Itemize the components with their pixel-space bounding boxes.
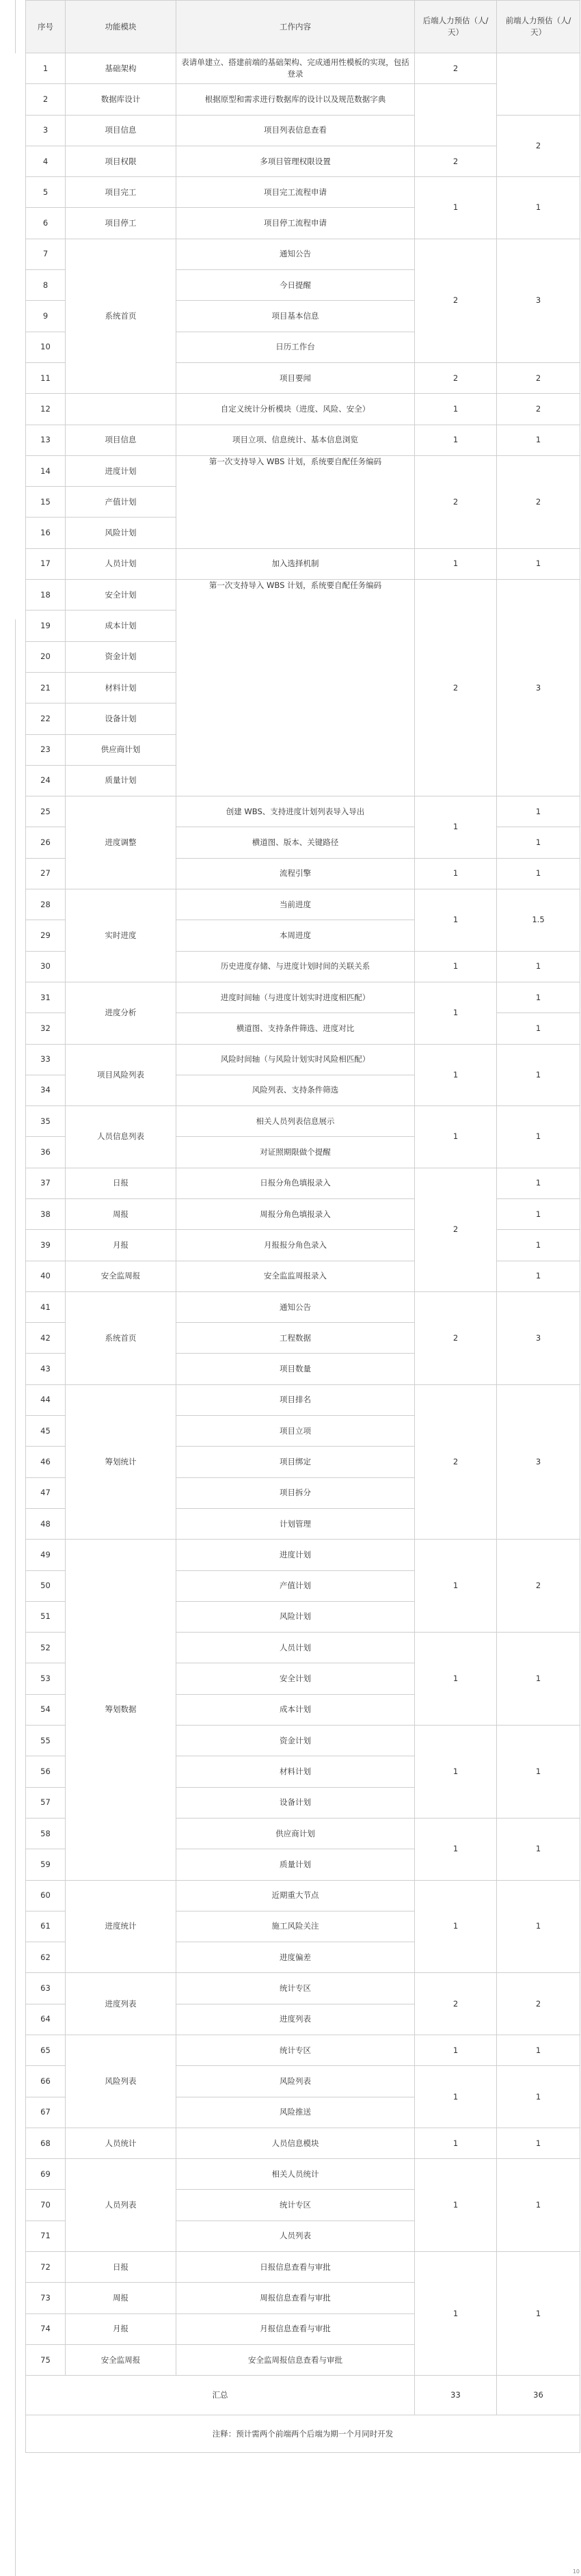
row-number: 28 [26,889,66,920]
row-number: 22 [26,703,66,734]
row-backend-estimate: 1 [415,1540,497,1633]
row-module: 进度调整 [66,796,176,889]
table-row [26,2159,580,2190]
row-backend-estimate: 2 [415,239,497,362]
row-module: 人员统计 [66,2128,176,2158]
row-number: 68 [26,2128,66,2158]
row-content: 相关人员列表信息展示 [176,1106,415,1137]
row-frontend-estimate: 2 [497,1540,580,1633]
table-row [26,1973,580,2004]
row-content: 进度偏差 [176,1942,415,1973]
row-content: 当前进度 [176,889,415,920]
row-content: 风险列表 [176,2066,415,2097]
row-backend-estimate: 2 [415,146,497,176]
row-module: 人员列表 [66,2159,176,2252]
row-frontend-estimate: 1 [497,1198,580,1229]
row-number: 72 [26,2252,66,2283]
row-backend-estimate: 2 [415,53,497,84]
table-row [26,580,580,611]
row-content: 项目停工流程申请 [176,208,415,239]
row-module: 设备计划 [66,703,176,734]
row-number: 42 [26,1323,66,1354]
row-backend-estimate: 1 [415,425,497,455]
row-number: 61 [26,1911,66,1942]
row-frontend-estimate: 1 [497,1633,580,1726]
row-backend-estimate: 1 [415,1726,497,1819]
row-content: 第一次支持导入 WBS 计划，系统要自配任务编码 [176,580,415,796]
row-content: 资金计划 [176,1726,415,1756]
row-number: 1 [26,53,66,84]
row-number: 8 [26,270,66,301]
row-content: 项目列表信息查看 [176,115,415,146]
header-no: 序号 [26,1,66,53]
row-backend-estimate: 1 [415,889,497,952]
row-number: 10 [26,332,66,362]
header-backend: 后端人力预估（人/天） [415,1,497,53]
corner-mark: 10 [572,2568,580,2575]
row-content: 第一次支持导入 WBS 计划，系统要自配任务编码 [176,455,415,548]
row-number: 19 [26,611,66,641]
table-row [26,455,580,486]
row-content: 供应商计划 [176,1818,415,1849]
row-number: 70 [26,2190,66,2221]
row-frontend-estimate: 1 [497,1261,580,1291]
row-module: 项目权限 [66,146,176,176]
row-content: 横道图、版本、关键路径 [176,827,415,858]
table-row [26,53,580,84]
row-module: 周报 [66,1198,176,1229]
row-backend-estimate [415,84,497,146]
row-number: 46 [26,1447,66,1477]
row-module: 材料计划 [66,672,176,703]
row-content: 计划管理 [176,1508,415,1539]
row-content: 流程引擎 [176,858,415,889]
row-module: 安全监周报 [66,1261,176,1291]
row-frontend-estimate: 2 [497,394,580,425]
header-content: 工作内容 [176,1,415,53]
row-number: 57 [26,1787,66,1818]
estimate-table [25,0,580,2453]
row-module: 项目停工 [66,208,176,239]
row-frontend-estimate: 1 [497,1044,580,1106]
row-frontend-estimate: 1 [497,1726,580,1819]
table-row [26,889,580,920]
row-number: 51 [26,1601,66,1632]
row-module: 实时进度 [66,889,176,982]
row-number: 63 [26,1973,66,2004]
row-content: 今日提醒 [176,270,415,301]
row-content: 月报信息查看与审批 [176,2313,415,2344]
row-number: 23 [26,734,66,765]
row-backend-estimate: 1 [415,2035,497,2066]
table-row [26,425,580,455]
header-row [26,1,580,53]
table-row [26,2035,580,2066]
row-module: 成本计划 [66,611,176,641]
row-content: 进度列表 [176,2004,415,2035]
row-content: 人员信息模块 [176,2128,415,2158]
row-module: 项目信息 [66,425,176,455]
row-content: 周报分角色填报录入 [176,1198,415,1229]
row-backend-estimate: 1 [415,1818,497,1880]
row-number: 7 [26,239,66,269]
row-frontend-estimate: 1 [497,177,580,239]
row-module: 质量计划 [66,765,176,796]
row-number: 4 [26,146,66,176]
row-content: 根据原型和需求进行数据库的设计以及规范数据字典 [176,84,415,115]
row-content: 多项目管理权限设置 [176,146,415,176]
row-backend-estimate: 1 [415,1044,497,1106]
table-row [26,1230,580,1261]
row-number: 27 [26,858,66,889]
row-backend-estimate: 2 [415,1384,497,1539]
row-content: 风险推送 [176,2097,415,2128]
estimate-document [25,0,580,2576]
row-module [66,394,176,425]
row-number: 71 [26,2221,66,2251]
row-module: 进度列表 [66,1973,176,2035]
row-frontend-estimate [497,53,580,116]
row-backend-estimate: 2 [415,1168,497,1291]
row-number: 38 [26,1198,66,1229]
table-row [26,1198,580,1229]
row-number: 21 [26,672,66,703]
row-backend-estimate: 1 [415,2066,497,2128]
row-content: 本周进度 [176,920,415,951]
row-content: 加入选择机制 [176,548,415,579]
row-number: 9 [26,301,66,332]
row-content: 质量计划 [176,1849,415,1880]
total-row [26,2376,580,2415]
row-frontend-estimate: 1 [497,951,580,982]
row-number: 62 [26,1942,66,1973]
row-module: 进度计划 [66,455,176,486]
row-content: 月报报分角色录入 [176,1230,415,1261]
row-backend-estimate: 2 [415,362,497,393]
row-content: 相关人员统计 [176,2159,415,2190]
row-module: 日报 [66,2252,176,2283]
row-backend-estimate: 1 [415,1633,497,1726]
row-frontend-estimate: 2 [497,115,580,177]
row-number: 55 [26,1726,66,1756]
row-module: 人员计划 [66,548,176,579]
row-number: 73 [26,2283,66,2313]
row-number: 34 [26,1075,66,1105]
row-frontend-estimate: 3 [497,239,580,362]
row-content: 设备计划 [176,1787,415,1818]
row-content: 周报信息查看与审批 [176,2283,415,2313]
row-content: 安全监周报信息查看与审批 [176,2344,415,2375]
row-content: 历史进度存储、与进度计划时间的关联关系 [176,951,415,982]
row-module: 系统首页 [66,1291,176,1384]
row-number: 60 [26,1880,66,1911]
row-backend-estimate: 2 [415,455,497,548]
row-content: 项目立项 [176,1416,415,1447]
row-number: 69 [26,2159,66,2190]
row-module: 日报 [66,1168,176,1198]
row-content: 项目基本信息 [176,301,415,332]
row-number: 2 [26,84,66,115]
row-module: 月报 [66,2313,176,2344]
row-content: 项目完工流程申请 [176,177,415,208]
table-row [26,548,580,579]
row-number: 40 [26,1261,66,1291]
row-number: 15 [26,487,66,518]
row-frontend-estimate: 1 [497,2252,580,2376]
row-content: 项目要闻 [176,362,415,393]
row-module: 项目信息 [66,115,176,146]
row-frontend-estimate: 1 [497,548,580,579]
row-number: 35 [26,1106,66,1137]
row-module: 资金计划 [66,641,176,672]
note-text: 注释：预计需两个前端两个后端为期一个月同时开发 [26,2415,580,2453]
row-number: 59 [26,1849,66,1880]
row-module: 筹划数据 [66,1540,176,1880]
row-number: 39 [26,1230,66,1261]
row-number: 25 [26,796,66,827]
row-content: 项目绑定 [176,1447,415,1477]
table-row [26,1384,580,1415]
row-backend-estimate: 2 [415,1291,497,1384]
row-content: 项目排名 [176,1384,415,1415]
left-rule-bottom [15,619,16,2576]
left-rule-top [15,0,16,53]
row-frontend-estimate: 2 [497,1973,580,2035]
row-number: 18 [26,580,66,611]
row-backend-estimate: 1 [415,1106,497,1168]
row-module: 数据库设计 [66,84,176,115]
row-content: 近期重大节点 [176,1880,415,1911]
row-number: 64 [26,2004,66,2035]
header-module: 功能模块 [66,1,176,53]
row-frontend-estimate: 3 [497,580,580,796]
row-number: 16 [26,518,66,548]
row-content: 创建 WBS、支持进度计划列表导入导出 [176,796,415,827]
row-content: 横道图、支持条件筛选、进度对比 [176,1013,415,1044]
row-number: 24 [26,765,66,796]
row-number: 14 [26,455,66,486]
row-number: 41 [26,1291,66,1322]
row-number: 49 [26,1540,66,1570]
row-number: 20 [26,641,66,672]
row-module: 月报 [66,1230,176,1261]
row-number: 5 [26,177,66,208]
row-frontend-estimate: 1 [497,1880,580,1973]
row-frontend-estimate: 1 [497,1818,580,1880]
row-module: 系统首页 [66,239,176,393]
row-backend-estimate: 1 [415,2252,497,2376]
row-module: 供应商计划 [66,734,176,765]
row-number: 44 [26,1384,66,1415]
header-frontend: 前端人力预估（人/天） [497,1,580,53]
row-module: 项目完工 [66,177,176,208]
row-number: 67 [26,2097,66,2128]
row-frontend-estimate: 1 [497,2128,580,2158]
row-module: 安全监周报 [66,2344,176,2375]
row-content: 日历工作台 [176,332,415,362]
row-number: 31 [26,982,66,1012]
row-frontend-estimate: 1 [497,2066,580,2128]
row-number: 3 [26,115,66,146]
row-number: 50 [26,1570,66,1601]
row-number: 12 [26,394,66,425]
row-frontend-estimate: 1 [497,858,580,889]
row-backend-estimate: 1 [415,548,497,579]
row-backend-estimate: 1 [415,951,497,982]
total-frontend: 36 [497,2376,580,2415]
table-row [26,394,580,425]
row-content: 统计专区 [176,2190,415,2221]
row-content: 风险计划 [176,1601,415,1632]
row-module: 进度分析 [66,982,176,1044]
row-number: 58 [26,1818,66,1849]
row-module: 项目风险列表 [66,1044,176,1106]
row-content: 施工风险关注 [176,1911,415,1942]
table-row [26,1261,580,1291]
row-backend-estimate: 2 [415,580,497,796]
row-number: 26 [26,827,66,858]
table-row [26,1106,580,1137]
total-backend: 33 [415,2376,497,2415]
row-frontend-estimate: 1 [497,796,580,827]
table-row [26,1540,580,1570]
row-number: 17 [26,548,66,579]
row-content: 日报信息查看与审批 [176,2252,415,2283]
row-number: 32 [26,1013,66,1044]
table-row [26,1880,580,1911]
row-number: 47 [26,1477,66,1508]
row-content: 安全监监周报录入 [176,1261,415,1291]
row-content: 统计专区 [176,1973,415,2004]
row-backend-estimate: 1 [415,982,497,1044]
table-row [26,1044,580,1075]
row-backend-estimate: 1 [415,177,497,239]
table-row [26,982,580,1012]
row-module: 安全计划 [66,580,176,611]
row-frontend-estimate: 1.5 [497,889,580,952]
row-number: 52 [26,1633,66,1663]
row-number: 74 [26,2313,66,2344]
row-frontend-estimate: 1 [497,1013,580,1044]
row-frontend-estimate: 1 [497,2159,580,2252]
row-number: 33 [26,1044,66,1075]
row-number: 6 [26,208,66,239]
row-content: 自定义统计分析模块（进度、风险、安全） [176,394,415,425]
table-body [26,53,580,2376]
note-row [26,2415,580,2453]
row-number: 29 [26,920,66,951]
row-frontend-estimate: 1 [497,1230,580,1261]
table-row [26,2252,580,2283]
row-backend-estimate: 1 [415,2159,497,2252]
row-content: 材料计划 [176,1756,415,1787]
row-backend-estimate: 1 [415,796,497,859]
row-content: 风险时间轴（与风险计划实时风险相匹配） [176,1044,415,1075]
row-number: 36 [26,1137,66,1168]
row-number: 45 [26,1416,66,1447]
row-backend-estimate: 1 [415,858,497,889]
row-number: 53 [26,1663,66,1694]
row-content: 通知公告 [176,1291,415,1322]
row-number: 30 [26,951,66,982]
row-number: 56 [26,1756,66,1787]
row-frontend-estimate: 2 [497,455,580,548]
row-backend-estimate: 2 [415,1973,497,2035]
row-content: 进度时间轴（与进度计划实时进度相匹配） [176,982,415,1012]
row-number: 54 [26,1694,66,1725]
table-row [26,796,580,827]
row-content: 进度计划 [176,1540,415,1570]
row-content: 项目数量 [176,1354,415,1384]
row-module: 周报 [66,2283,176,2313]
row-frontend-estimate: 1 [497,2035,580,2066]
row-module: 进度统计 [66,1880,176,1973]
row-content: 成本计划 [176,1694,415,1725]
row-number: 48 [26,1508,66,1539]
row-content: 工程数据 [176,1323,415,1354]
row-content: 表请单建立、搭建前端的基础架构、完成通用性模板的实现，包括登录 [176,53,415,84]
row-number: 13 [26,425,66,455]
row-number: 65 [26,2035,66,2066]
row-number: 43 [26,1354,66,1384]
row-backend-estimate: 1 [415,394,497,425]
row-content: 项目立项、信息统计、基本信息浏览 [176,425,415,455]
row-backend-estimate: 1 [415,1880,497,1973]
row-module: 基础架构 [66,53,176,84]
row-frontend-estimate: 3 [497,1291,580,1384]
row-frontend-estimate: 3 [497,1384,580,1539]
row-content: 日报分角色填报录入 [176,1168,415,1198]
table-row [26,2128,580,2158]
row-frontend-estimate: 1 [497,1106,580,1168]
row-frontend-estimate: 1 [497,1168,580,1198]
total-label: 汇总 [26,2376,415,2415]
row-frontend-estimate: 1 [497,982,580,1012]
table-row [26,115,580,146]
row-frontend-estimate: 1 [497,827,580,858]
row-content: 通知公告 [176,239,415,269]
row-number: 75 [26,2344,66,2375]
row-content: 安全计划 [176,1663,415,1694]
row-module: 风险计划 [66,518,176,548]
table-row [26,1168,580,1198]
row-content: 人员列表 [176,2221,415,2251]
row-frontend-estimate: 2 [497,362,580,393]
row-content: 项目拆分 [176,1477,415,1508]
row-module: 筹划统计 [66,1384,176,1539]
row-module: 风险列表 [66,2035,176,2128]
row-content: 产值计划 [176,1570,415,1601]
row-content: 统计专区 [176,2035,415,2066]
row-number: 11 [26,362,66,393]
row-module: 产值计划 [66,487,176,518]
row-content: 对证照期限做个提醒 [176,1137,415,1168]
row-number: 66 [26,2066,66,2097]
row-content: 风险列表、支持条件筛选 [176,1075,415,1105]
table-row [26,1291,580,1322]
row-module: 人员信息列表 [66,1106,176,1168]
row-number: 37 [26,1168,66,1198]
table-row [26,177,580,208]
row-content: 人员计划 [176,1633,415,1663]
row-backend-estimate: 1 [415,2128,497,2158]
table-row [26,239,580,269]
row-frontend-estimate: 1 [497,425,580,455]
